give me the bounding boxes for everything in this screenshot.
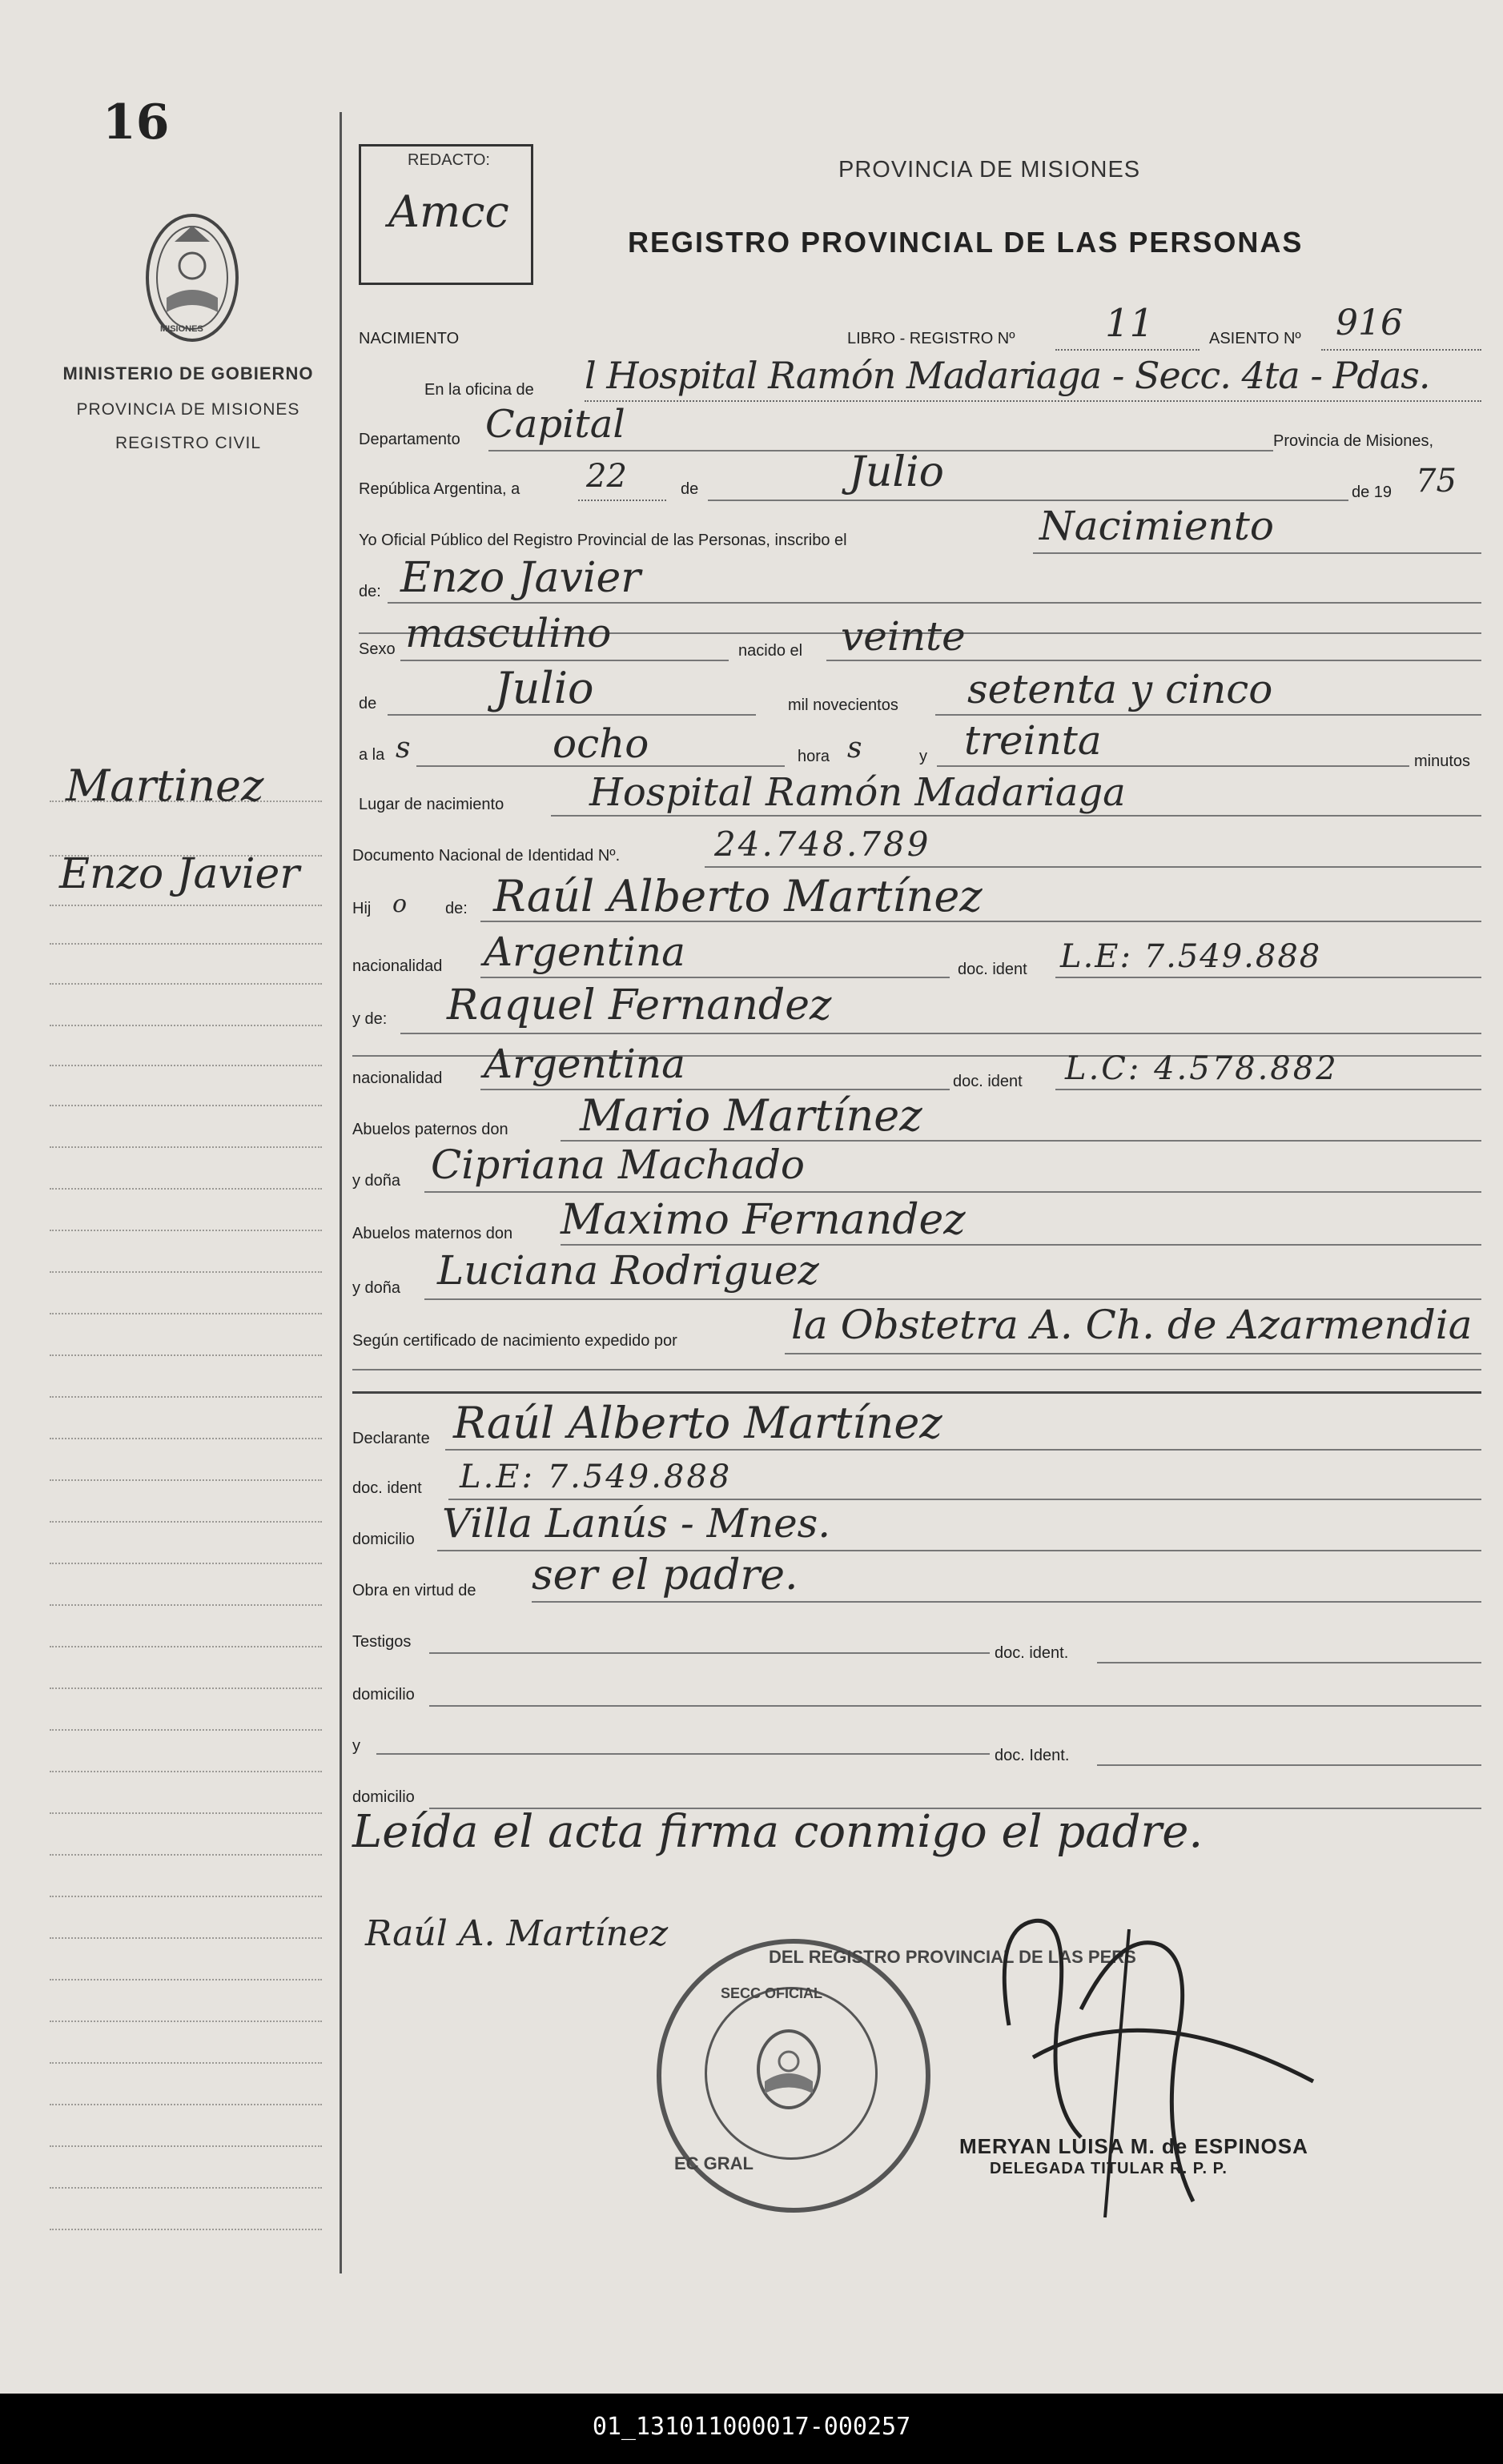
margin-rule	[340, 112, 342, 2273]
ministry-registry: REGISTRO CIVIL	[115, 434, 262, 452]
libro-value: 11	[1105, 301, 1155, 346]
seal-inner-text: SECC OFICIAL	[721, 1985, 823, 2001]
mes-value: Julio	[849, 448, 944, 496]
header-province: PROVINCIA DE MISIONES	[838, 157, 1141, 183]
madre-doc-label: doc. ident	[953, 1073, 1023, 1090]
testigos-doc-label: doc. ident.	[995, 1644, 1069, 1662]
inscribo-value: Nacimiento	[1039, 503, 1274, 549]
provincia-label: Provincia de Misiones,	[1273, 432, 1434, 450]
asiento-label: ASIENTO Nº	[1209, 330, 1301, 347]
a-las-suffix: s	[396, 732, 411, 764]
redacto-initials: Amcc	[388, 187, 509, 237]
abuelo-paterno-value: Mario Martínez	[580, 1090, 922, 1141]
officer-signature	[985, 1897, 1329, 2233]
ministry-province: PROVINCIA DE MISIONES	[76, 400, 300, 419]
page-number: 16	[102, 94, 170, 150]
de-label2: de:	[359, 583, 381, 600]
declarante-doc-value: L.E: 7.549.888	[460, 1459, 733, 1495]
padre-nacionalidad-value: Argentina	[484, 929, 685, 975]
de-label3: de	[359, 695, 377, 712]
abuelos-paternos-label: Abuelos paternos don	[352, 1121, 508, 1138]
padre-doc-value: L.E: 7.549.888	[1060, 938, 1322, 975]
y-de-label: y de:	[352, 1010, 388, 1028]
obra-label: Obra en virtud de	[352, 1582, 476, 1599]
testigos-label: Testigos	[352, 1633, 412, 1651]
margin-surname: Martinez	[66, 760, 264, 811]
y-dona-label-2: y doña	[352, 1279, 401, 1297]
nacimiento-label: NACIMIENTO	[359, 330, 460, 347]
y-label: y	[919, 748, 927, 765]
dia-value: 22	[586, 458, 627, 495]
de-label: de	[681, 480, 699, 498]
domicilio2-label: domicilio	[352, 1686, 415, 1704]
redacto-stamp	[359, 144, 533, 285]
declarante-label: Declarante	[352, 1430, 430, 1447]
officer-title: DELEGADA TITULAR R. P. P.	[990, 2160, 1228, 2177]
lugar-value: Hospital Ramón Madariaga	[589, 770, 1126, 815]
madre-nacionalidad-label: nacionalidad	[352, 1069, 443, 1087]
oficina-label: En la oficina de	[424, 381, 534, 399]
mil-label: mil novecientos	[788, 696, 898, 714]
padre-value: Raúl Alberto Martínez	[493, 871, 983, 921]
yo-oficial-label: Yo Oficial Público del Registro Provincial de las Personas, inscribo el	[359, 532, 847, 549]
hora-value: ocho	[553, 720, 649, 767]
a-las-label: a la	[359, 746, 385, 764]
anio-prefix: de 19	[1352, 484, 1392, 501]
asiento-value: 916	[1336, 303, 1403, 343]
crest-label: MISIONES	[160, 324, 203, 334]
documento-label: Documento Nacional de Identidad Nº.	[352, 847, 621, 865]
republica-label: República Argentina, a	[359, 480, 520, 498]
hijo-suffix: o	[392, 890, 408, 918]
nombre-value: Enzo Javier	[400, 554, 641, 602]
domicilio3-label: domicilio	[352, 1788, 415, 1806]
oficina-value: l Hospital Ramón Madariaga - Secc. 4ta - Pdas.	[585, 354, 1430, 397]
header-registry: REGISTRO PROVINCIAL DE LAS PERSONAS	[628, 226, 1304, 259]
hijo-label: Hij	[352, 900, 372, 917]
domicilio-label: domicilio	[352, 1531, 415, 1548]
y2-label: y	[352, 1737, 360, 1755]
y-dona-label-1: y doña	[352, 1172, 401, 1190]
hijo-de-label: de:	[445, 900, 468, 917]
madre-nacionalidad-value: Argentina	[484, 1041, 685, 1087]
documento-value: 24.748.789	[714, 825, 931, 864]
sexo-label: Sexo	[359, 640, 396, 658]
footer-bar	[0, 2394, 1503, 2464]
madre-value: Raquel Fernandez	[447, 981, 832, 1029]
departamento-label: Departamento	[359, 431, 460, 448]
seal-outer-text: DEL REGISTRO PROVINCIAL DE LAS PERS	[769, 1947, 1136, 1967]
anio-value: 75	[1416, 463, 1457, 500]
margin-given-names: Enzo Javier	[59, 850, 300, 898]
certificado-label: Según certificado de nacimiento expedido por	[352, 1332, 677, 1350]
madre-doc-value: L.C: 4.578.882	[1065, 1050, 1339, 1087]
declarante-value: Raúl Alberto Martínez	[453, 1398, 942, 1448]
lugar-label: Lugar de nacimiento	[359, 796, 504, 813]
testigos2-doc-label: doc. Ident.	[995, 1747, 1070, 1764]
hora-suffix: s	[847, 732, 862, 764]
sexo-value: masculino	[405, 610, 612, 656]
hora-label: hora	[798, 748, 830, 765]
file-id: 01_131011000017-000257	[592, 2413, 911, 2441]
nacido-value: veinte	[841, 613, 966, 660]
minutos-value: treinta	[964, 717, 1102, 764]
nacido-label: nacido el	[738, 642, 803, 660]
seal-outer-text-left: EC GRAL	[674, 2153, 754, 2173]
officer-name: MERYAN LUISA M. de ESPINOSA	[959, 2134, 1308, 2158]
padre-doc-label: doc. ident	[958, 961, 1027, 978]
redacto-label: REDACTO:	[408, 151, 490, 169]
seal-crest-icon	[745, 2025, 833, 2113]
declarante-doc-label: doc. ident	[352, 1479, 422, 1497]
nac-mes-value: Julio	[495, 663, 594, 713]
ministry-name: MINISTERIO DE GOBIERNO	[62, 363, 314, 383]
abuela-materna-value: Luciana Rodriguez	[437, 1247, 819, 1294]
libro-label: LIBRO - REGISTRO Nº	[847, 330, 1015, 347]
abuela-paterna-value: Cipriana Machado	[431, 1142, 805, 1188]
declarant-signature: Raúl A. Martínez	[365, 1913, 669, 1954]
obra-value: ser el padre.	[532, 1551, 798, 1599]
departamento-value: Capital	[485, 402, 625, 447]
padre-nacionalidad-label: nacionalidad	[352, 957, 443, 975]
closing-note: Leída el acta firma conmigo el padre.	[352, 1806, 1204, 1858]
abuelo-materno-value: Maximo Fernandez	[561, 1196, 966, 1244]
nac-anio-value: setenta y cinco	[967, 666, 1273, 712]
minutos-label: minutos	[1414, 752, 1471, 770]
domicilio-value: Villa Lanús - Mnes.	[442, 1500, 831, 1547]
certificado-value: la Obstetra A. Ch. de Azarmendia	[791, 1302, 1473, 1348]
abuelos-maternos-label: Abuelos maternos don	[352, 1225, 513, 1242]
